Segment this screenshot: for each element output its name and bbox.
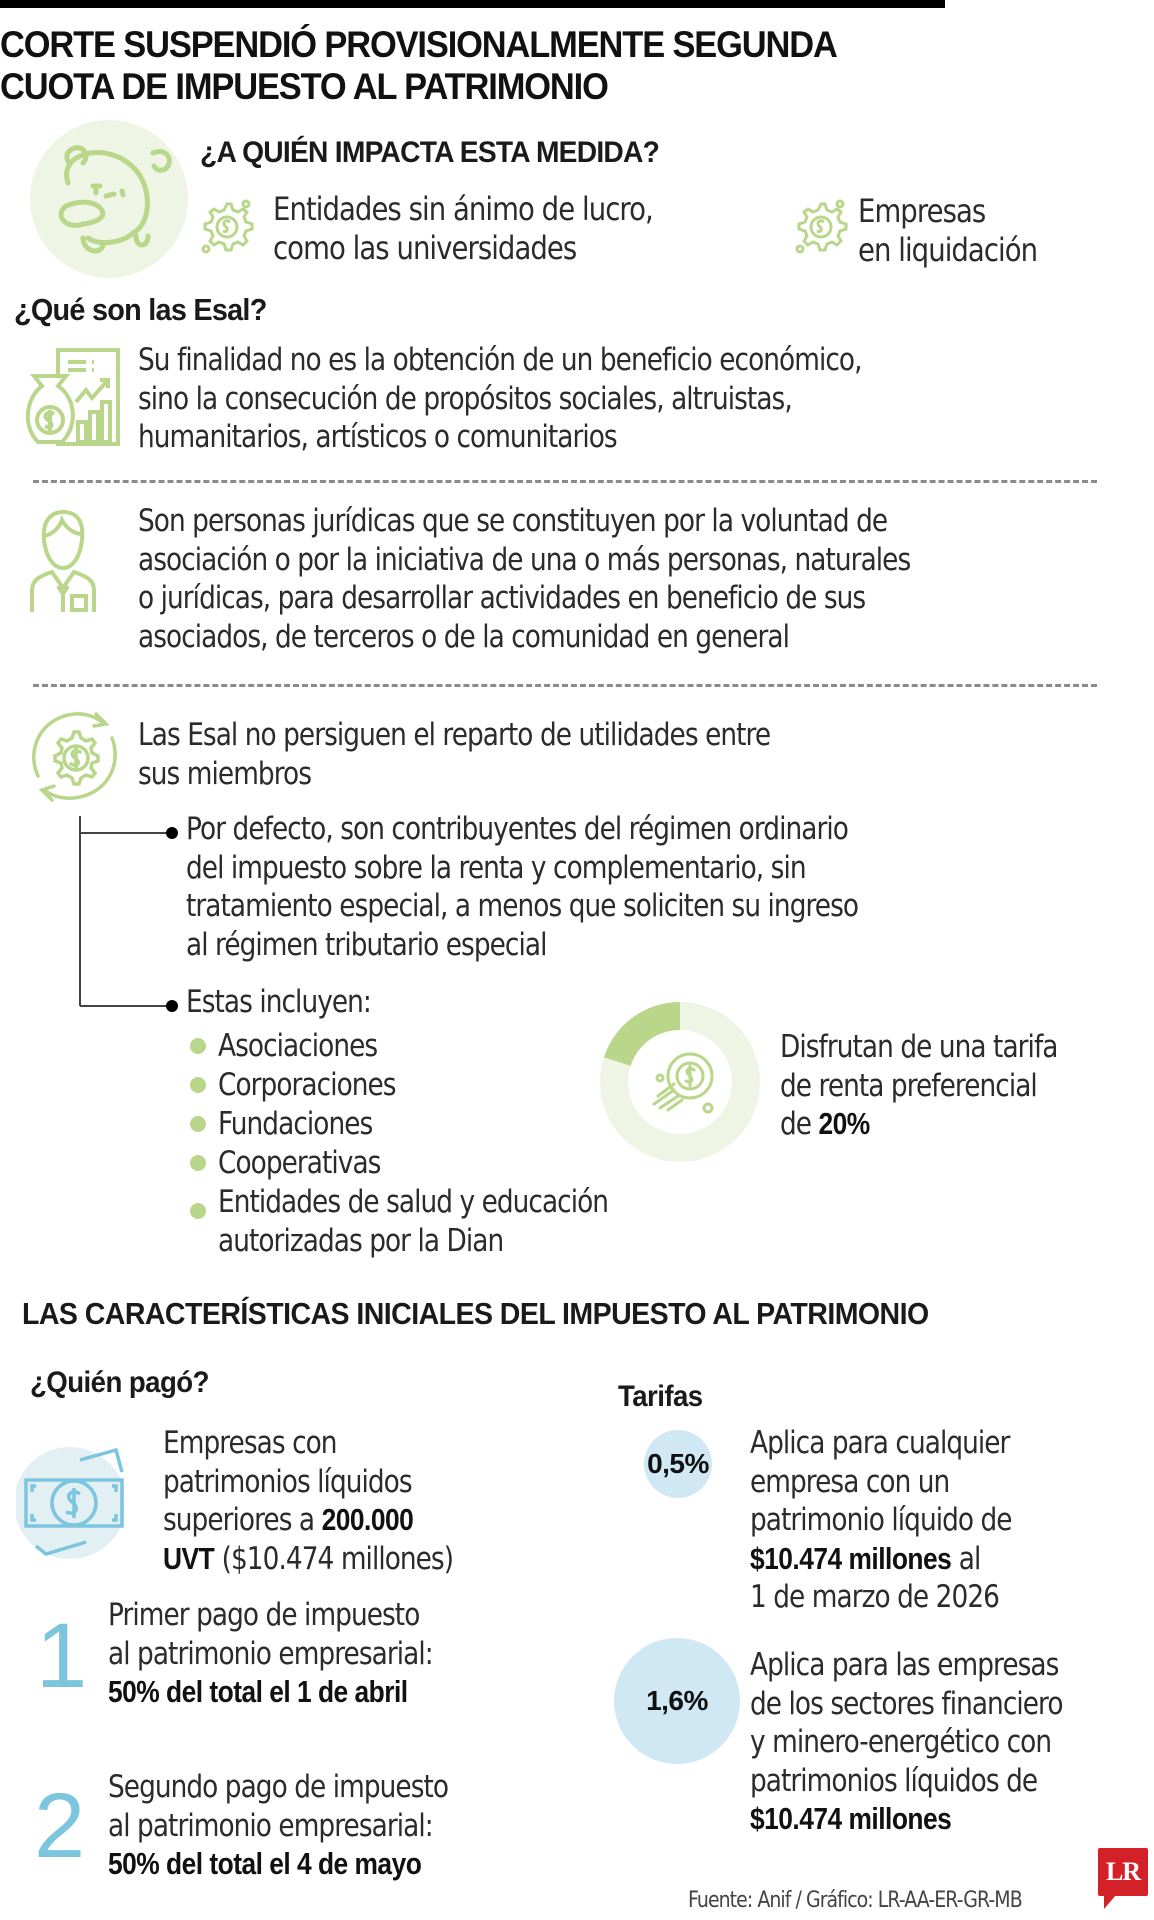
rate-line: patrimonio líquido de — [750, 1502, 1012, 1538]
gear-dollar-icon — [196, 196, 258, 258]
gear-dollar-icon — [790, 196, 852, 258]
rate-line: de los sectores financiero — [750, 1685, 1063, 1722]
list-item: Fundaciones — [218, 1106, 373, 1142]
payment-2-date: 50% del total el 4 de mayo — [108, 1846, 422, 1881]
preferential-rate-note — [780, 1028, 1057, 1144]
rate-1-6-description — [750, 1646, 1063, 1839]
payment-line: al patrimonio empresarial: — [108, 1807, 433, 1844]
list-bullet — [190, 1155, 206, 1171]
tax-section-heading: LAS CARACTERÍSTICAS INICIALES DEL IMPUESTO AL PATRIMONIO — [22, 1296, 929, 1331]
mascot-icon — [28, 118, 190, 280]
note-line: Disfrutan de una tarifa — [780, 1029, 1058, 1065]
bullet-line: Por defecto, son contribuyentes del régimen ordinario — [186, 811, 848, 847]
who-paid-line: superiores a 200.000 — [163, 1502, 414, 1538]
rate-line: Aplica para las empresas — [750, 1647, 1059, 1683]
paragraph-line: o jurídicas, para desarrollar actividades en beneficio de sus — [138, 580, 866, 616]
list-bullet — [190, 1203, 206, 1219]
payment-number-1: 1 — [36, 1605, 88, 1707]
payment-1-text — [108, 1596, 433, 1712]
paragraph-line: Su finalidad no es la obtención de un beneficio económico, — [138, 342, 862, 378]
donut-chart-20-percent — [598, 1000, 762, 1164]
note-line: de renta preferencial — [780, 1067, 1037, 1104]
paragraph-line: asociación o por la iniciativa de una o más personas, naturales — [138, 541, 911, 578]
esal-heading: ¿Qué son las Esal? — [14, 292, 267, 327]
impact-item-line: como las universidades — [273, 229, 577, 267]
rates-heading: Tarifas — [618, 1380, 703, 1413]
title-line-1: CORTE SUSPENDIÓ PROVISIONALMENTE SEGUNDA — [0, 24, 837, 65]
bullet-line: tratamiento especial, a menos que soliciten su ingreso — [186, 888, 859, 924]
coin-icon — [654, 1054, 712, 1112]
rate-0-5-description — [750, 1424, 1012, 1617]
impact-item-entidades — [273, 190, 653, 268]
esal-bullet-includes: Estas incluyen: — [186, 984, 371, 1020]
impact-item-line: en liquidación — [858, 231, 1038, 269]
lr-logo: LR — [1098, 1848, 1148, 1896]
esal-paragraph-1 — [138, 341, 862, 457]
payment-2-text — [108, 1768, 448, 1884]
list-item — [218, 1183, 608, 1260]
bullet-dot — [166, 827, 178, 839]
esal-paragraph-2 — [138, 502, 910, 656]
esal-bullet-regimen — [186, 810, 858, 964]
who-paid-text — [163, 1424, 453, 1578]
page-title — [0, 24, 837, 108]
banknote-icon — [16, 1442, 124, 1564]
impact-heading: ¿A QUIÉN IMPACTA ESTA MEDIDA? — [200, 136, 660, 169]
bullet-line: del impuesto sobre la renta y complementario, sin — [186, 849, 806, 886]
payment-line: Segundo pago de impuesto — [108, 1769, 449, 1805]
lr-logo-tail — [1104, 1895, 1116, 1909]
preferential-rate-value: 20% — [818, 1106, 870, 1141]
money-bag-chart-icon — [26, 346, 122, 448]
impact-item-empresas — [858, 192, 1037, 270]
rate-badge-1-6: 1,6% — [614, 1638, 740, 1764]
impact-item-line: Empresas — [858, 192, 986, 230]
dashed-divider — [33, 480, 1097, 483]
who-paid-line: UVT ($10.474 millones) — [163, 1540, 454, 1577]
tree-branch — [80, 1005, 172, 1007]
rate-line: Aplica para cualquier — [750, 1425, 1010, 1461]
title-line-2: CUOTA DE IMPUESTO AL PATRIMONIO — [0, 66, 608, 107]
rate-badge-0-5: 0,5% — [644, 1430, 712, 1498]
list-item: Asociaciones — [218, 1028, 378, 1064]
list-bullet — [190, 1038, 206, 1054]
who-paid-line: patrimonios líquidos — [163, 1463, 412, 1500]
source-credit: Fuente: Anif / Gráfico: LR-AA-ER-GR-MB — [688, 1888, 1022, 1913]
bullet-dot — [166, 1000, 178, 1012]
gear-cycle-icon — [24, 706, 124, 806]
payment-line: al patrimonio empresarial: — [108, 1635, 433, 1672]
top-rule — [0, 0, 945, 8]
uvt-threshold: 200.000 — [321, 1502, 414, 1537]
list-bullet — [190, 1077, 206, 1093]
who-paid-line: Empresas con — [163, 1425, 337, 1461]
rate-line: y minero-energético con — [750, 1724, 1052, 1760]
rate-line: $10.474 millones — [750, 1801, 952, 1836]
list-bullet — [190, 1116, 206, 1132]
payment-1-date: 50% del total el 1 de abril — [108, 1674, 408, 1709]
rate-line: $10.474 millones al — [750, 1540, 981, 1577]
rate-line: patrimonios líquidos de — [750, 1762, 1038, 1799]
list-item-line: Entidades de salud y educación — [218, 1184, 609, 1220]
rate-line: 1 de marzo de 2026 — [750, 1579, 999, 1615]
tree-branch — [80, 832, 172, 834]
paragraph-line: sus miembros — [138, 755, 312, 792]
payment-line: Primer pago de impuesto — [108, 1597, 420, 1633]
paragraph-line: Las Esal no persiguen el reparto de utilidades entre — [138, 717, 771, 753]
paragraph-line: Son personas jurídicas que se constituyen por la voluntad de — [138, 503, 888, 539]
list-item: Cooperativas — [218, 1145, 381, 1181]
paragraph-line: humanitarios, artísticos o comunitarios — [138, 419, 617, 455]
payment-number-2: 2 — [34, 1775, 86, 1877]
esal-paragraph-3 — [138, 716, 770, 793]
paragraph-line: asociados, de terceros o de la comunidad en general — [138, 618, 789, 655]
note-line: de 20% — [780, 1106, 870, 1142]
who-paid-heading: ¿Quién pagó? — [30, 1366, 209, 1399]
bullet-line: al régimen tributario especial — [186, 926, 547, 963]
tree-connector — [79, 816, 81, 1006]
list-item: Corporaciones — [218, 1067, 396, 1103]
paragraph-line: sino la consecución de propósitos sociales, altruistas, — [138, 380, 792, 417]
impact-item-line: Entidades sin ánimo de lucro, — [273, 190, 653, 228]
dashed-divider — [33, 684, 1097, 687]
rate-line: empresa con un — [750, 1463, 950, 1500]
person-icon — [30, 510, 96, 614]
list-item-line: autorizadas por la Dian — [218, 1222, 504, 1259]
